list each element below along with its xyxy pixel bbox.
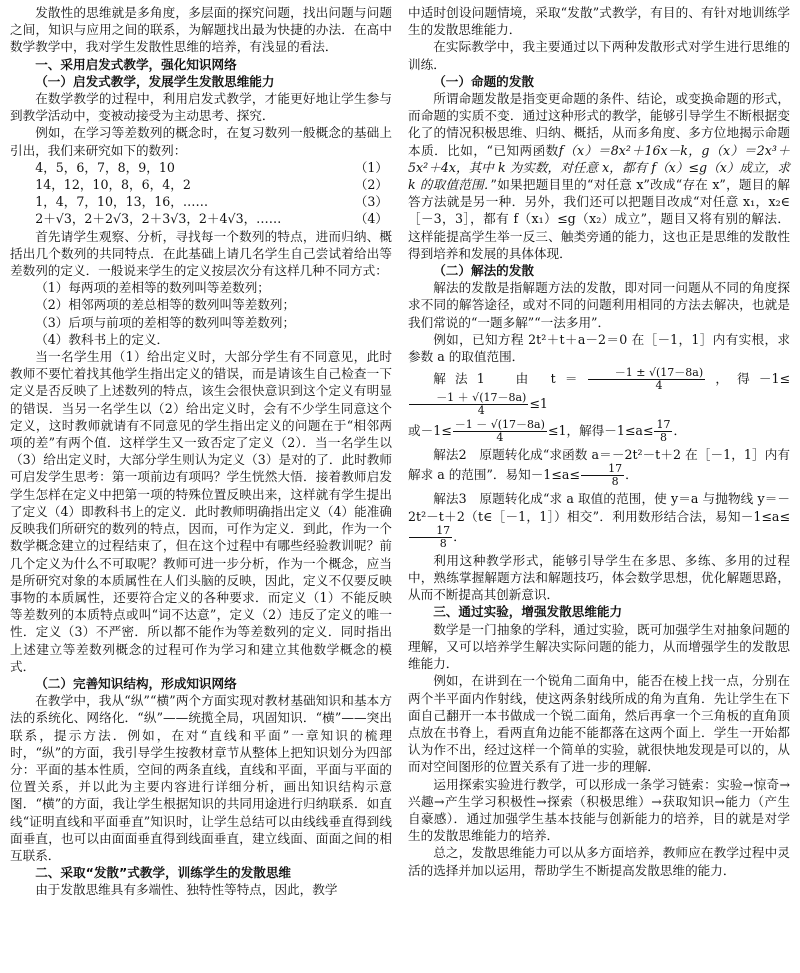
subsection-heading-2-1: （一）命题的发散: [433, 73, 534, 89]
paragraph: 例如，已知方程 2t²＋t＋a－2＝0 在［－1，1］内有实根，求参数 a 的取值范围．: [408, 331, 790, 365]
subsection-heading-1-2: （二）完善知识结构，形成知识网络: [35, 675, 237, 691]
definition-item: （2）相邻两项的差总相等的数列叫等差数列；: [35, 297, 296, 313]
section-heading-2: 二、采取“发散”式教学，训练学生的发散思维: [35, 865, 292, 881]
paragraph: 运用探索实验进行教学，可以形成一条学习链索：实验→惊奇→兴趣→产生学习积极性→探索（积极思维）→获取知识→能力（产生自豪感）．通过加强学生基本技能与创新能力的培养，目的就是对学生的发散思维能力的培养．: [408, 776, 790, 844]
sequence-item: 14，12，10，8，6，4，2 （2）: [35, 177, 388, 193]
paragraph: 在数学教学的过程中，利用启发式教学，才能更好地让学生参与到教学活动中，变被动接受为主动思考、探究．: [10, 91, 392, 124]
intro-paragraph: 发散性的思维就是多角度，多层面的探究问题，找出问题与问题之间，知识与应用之间的联系，为解题找出最为快捷的办法．在高中数学教学中，我对学生发散性思维的培养，有浅显的看法．: [10, 5, 392, 55]
sequence-item: 1，4，7，10，13，16，…… （3）: [35, 194, 388, 210]
fraction: $\frac{17}{8}$: [581, 463, 624, 488]
paragraph: 在教学中，我从“纵”“横”两个方面实现对教材基础知识和基本方法的系统化、网络化．“纵”——统揽全局，巩固知识．“横”——突出联系，提示方法．例如，在对“直线和平面”一章知识的梳理时，“纵”的方面，我引导学生按教材章节从整体上把知识划分为四部分：平面的基本性质，空间的两条直线，直线和平面，平面与平面的位置关系，并以此为主要内容进行详细分析，画出知识结构示意图．“横”的方面，我让学生根据知识的共同用途进行归纳联系．如直线“证明直线和平面垂直”知识时，让学生总结可以由线线垂直得到线面垂直，也可以由面面垂直得到线面垂直，建立线面、面面之间的相互联系．: [10, 693, 392, 863]
subsection-heading-1-1: （一）启发式教学，发展学生发散思维能力: [35, 73, 275, 89]
solution-1-continued: 或－1≤ $\frac{-1 - √(17-8a)}{4}$ ≤1，解得－1≤a≤ $\frac{17}{8}$ ．: [408, 418, 687, 445]
fraction: $\frac{17}{8}$: [656, 418, 671, 445]
section-heading-1: 一、采用启发式教学，强化知识网络: [35, 56, 237, 72]
fraction: $\frac{17}{8}$: [409, 525, 452, 550]
subsection-heading-2-2: （二）解法的发散: [433, 263, 534, 279]
paragraph: 利用这种教学形式，能够引导学生在多思、多练、多用的过程中，熟练掌握解题方法和解题技巧，体会数学思想，优化解题思路，从而不断提高其创新意识．: [408, 552, 790, 603]
fraction: $\frac{-1 \pm √(17-8a)}{4}$: [588, 367, 706, 392]
fraction: $\frac{-1 - √(17-8a)}{4}$: [454, 418, 545, 445]
paragraph: 例如，在学习等差数列的概念时，在复习数列一般概念的基础上引出，我们来研究如下的数列：: [10, 125, 392, 158]
paragraph: 由于发散思维具有多端性、独特性等特点，因此，教学: [35, 882, 338, 898]
sequence-item: 4，5，6，7，8，9，10 （1）: [35, 159, 388, 175]
solution-3: 解法3 原题转化成“求 a 取值的范围，使 y＝a 与抛物线 y＝－2t²－t＋2（t∈［－1，1］）相交”．利用数形结合法，易知－1≤a≤ $\frac{17}{8}$ ．: [408, 491, 791, 550]
paragraph: 解法的发散是指解题方法的发散，即对同一问题从不同的角度探求不同的解答途径，或对不同的问题利用相同的方法去解决，也就是我们常说的“一题多解”“一法多用”．: [408, 280, 790, 330]
solution-1: 解法1 由 t＝ $\frac{-1 \pm √(17-8a)}{4}$ ，得－1≤ $\frac{-1 + √(17-8a)}{4}$ ≤1: [408, 367, 790, 417]
section-heading-3: 三、通过实验，增强发散思维能力: [433, 604, 623, 620]
definition-item: （4）教科书上的定义．: [35, 331, 170, 347]
paragraph: 所谓命题发散是指变更命题的条件、结论，或变换命题的形式，而命题的实质不变．通过这种形式的教学，能够引导学生不断根据变化了的情况积极思维、归纳、概括，从而多角度、多方位地揭示命题本质．比如，“已知两函数f（x）＝8x²＋16x－k，g（x）＝2x³＋5x²＋4x，其中 k 为实数，对任意 x，都有 f（x）≤g（x）成立，求 k 的取值范围．”如果把题目里的“对任意 x”改成“存在 x”，题目的解答方法就是另一种．另外，我们还可以把题目改成“对任意 x₁，x₂∈［－3，3］，都有 f（x₁）≤g（x₂）成立”，题目又将有别的解法．这样能提高学生举一反三、触类旁通的能力，这也正是思维的发散性得到培养和发展的具体体现．: [408, 91, 791, 261]
sequence-list: [10, 159, 392, 228]
left-column: [10, 4, 392, 899]
paragraph: 例如，在讲到在一个锐角二面角中，能否在棱上找一点，分别在两个半平面内作射线，使这两条射线所成的角为直角．先让学生在下面自己翻开一本书做成一个锐二面角，然后再拿一个三角板的直角顶点放在书脊上，看两直角边能不能都落在这两个面上．学生一开始都认为作不出，经过这样一个简单的实验，就很快地发现是可以的，从而对空间图形的位置关系有了进一步的理解．: [408, 673, 790, 775]
definition-list: [10, 279, 392, 348]
paragraph-continued: 中适时创设问题情境，采取“发散”式教学，有目的、有针对地训练学生的发散思维能力．: [408, 5, 790, 38]
solution-2: 解法2 原题转化成“求函数 a＝－2t²－t＋2 在［－1，1］内有解求 a 的范围”．易知－1≤a≤ $\frac{17}{8}$ ．: [408, 447, 791, 489]
definition-item: （3）后项与前项的差相等的数列叫等差数列；: [35, 314, 296, 330]
paragraph: 首先请学生观察、分析，寻找每一个数列的特点，进而归纳、概括出几个数列的共同特点．在此基础上请几名学生自己尝试着给出等差数列的定义．一般说来学生的定义按层次分有这样几种不同方式：: [10, 228, 392, 279]
paragraph: 当一名学生用（1）给出定义时，大部分学生有不同意见，此时教师不要忙着找其他学生指出定义的错误，而是请该生自己检查一下定义是否反映了上述数列的特点，该生会很快意识到这个定义有明显的错误．当另一名学生以（2）给出定义时，会有不少学生同意这个定义，这时教师就请有不同意见的学生指出定义的问题在于“相邻两项的差”有两个值．这样学生又一致否定了定义（2）．当一名学生以（3）给出定义时，大部分学生则认为定义（3）是对的了．此时教师可启发学生思考：第一项前边有项吗？学生恍然大悟．接着教师启发学生怎样在定义中把第一项的特殊位置反映出来，这样就有学生提出了定义（4）即教科书上的定义．此时教师明确指出定义（4）能准确反映我们所研究的数列的特点，因而，可作为定义．到此，作为一个数学概念建立的过程结束了，但在这个过程中有哪些经验教训呢？前几个定义为什么不可取呢？教师可进一步分析，作为一个概念，应当是所研究对象的本质属性在人们头脑的反映，因此，定义不仅要反映事物的本质属性，还要符合定义的各种要求．而定义（1）不能反映等差数列的本质特点或叫“词不达意”，定义（2）违反了定义的唯一性．定义（3）不严密．所以都不能作为等差数列的定义．同时指出上述建立等差数列概念的过程可作为学习和建立其他数学概念的模式．: [10, 349, 392, 674]
right-column: [408, 4, 790, 879]
sequence-item: 2＋√3，2＋2√3，2＋3√3，2＋4√3，…… （4）: [35, 211, 388, 227]
fraction: $\frac{-1 + √(17-8a)}{4}$: [409, 392, 528, 417]
definition-item: （1）每两项的差相等的数列叫等差数列；: [35, 280, 270, 296]
paragraph: 总之，发散思维能力可以从多方面培养，教师应在教学过程中灵活的选择并加以运用，帮助学生不断提高发散思维的能力．: [408, 845, 790, 878]
paragraph: 数学是一门抽象的学科，通过实验，既可加强学生对抽象问题的理解，又可以培养学生解决实际问题的能力，从而增强学生的发散思维能力．: [408, 621, 790, 672]
paragraph: 在实际教学中，我主要通过以下两种发散形式对学生进行思维的训练．: [408, 39, 790, 72]
